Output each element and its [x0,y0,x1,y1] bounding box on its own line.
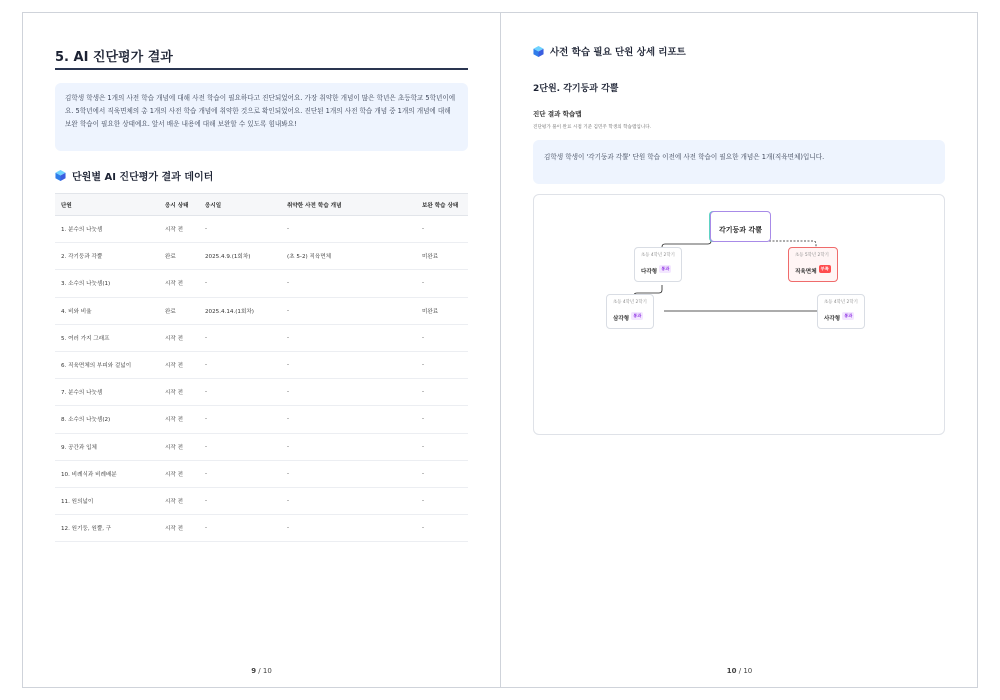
node-grade: 초등 4학년 2학기 [824,300,858,305]
table-cell: 시작 전 [159,515,199,542]
status-badge: 통과 [844,312,853,318]
table-row [55,270,468,297]
section-title: 단원별 AI 진단평가 결과 데이터 [72,172,214,183]
status-badge: 통과 [661,265,670,271]
map-node [817,294,865,329]
table-cell: 11. 원의넓이 [55,487,159,514]
table-cell: 미완료 [416,297,468,324]
root-label: 각기둥과 각뿔 [719,226,763,234]
table-cell: - [281,324,416,351]
table-cell: - [281,515,416,542]
table-cell: - [199,460,281,487]
table-cell: 시작 전 [159,379,199,406]
table-cell: (초 5-2) 직육면체 [281,243,416,270]
table-cell: 4. 비와 비율 [55,297,159,324]
table-cell: - [416,487,468,514]
table-cell: 시작 전 [159,270,199,297]
table-cell: 시작 전 [159,433,199,460]
table-cell: 완료 [159,243,199,270]
table-cell: - [199,351,281,378]
node-grade: 초등 5학년 2학기 [795,253,829,258]
page-title: 5. AI 진단평가 결과 [55,50,173,65]
node-grade: 초등 4학년 2학기 [641,253,675,258]
table-cell: 2025.4.9.(1회차) [199,243,281,270]
table-cell: 1. 분수의 나눗셈 [55,216,159,243]
table-cell: - [281,297,416,324]
table-cell: 10. 비례식과 비례배분 [55,460,159,487]
table-cell: - [416,460,468,487]
table-row [55,216,468,243]
table-cell: 12. 원기둥, 원뿔, 구 [55,515,159,542]
page-number [23,667,500,675]
table-cell: - [199,270,281,297]
page-total: / 10 [256,667,272,675]
table-row [55,297,468,324]
table-cell: - [199,487,281,514]
table-cell: 9. 공간과 입체 [55,433,159,460]
table-row [55,351,468,378]
learning-map [533,194,945,435]
table-header-row [55,194,468,216]
table-cell: - [416,433,468,460]
node-name: 삼각형 [613,316,630,322]
table-cell: - [416,216,468,243]
map-title: 진단 결과 학습맵 [533,110,582,118]
table-body [55,216,468,542]
table-cell: - [281,433,416,460]
table-row [55,487,468,514]
cube-icon [55,170,66,181]
table-cell: 8. 소수의 나눗셈(2) [55,406,159,433]
table-cell: 시작 전 [159,351,199,378]
column-header: 보완 학습 상태 [416,194,468,216]
document-spread [22,12,978,688]
page-current: 10 [726,667,737,675]
summary-box: 김학생 학생은 1개의 사전 학습 개념에 대해 사전 학습이 필요하다고 진단되었어요. 가장 취약한 개념이 많은 학년은 초등학교 5학년이에요. 5학년에서 직육면체의 총 1개의 사전 학습 개념에 취약한 것으로 확인되었어요. 진단된 1개의 사전 학습 개념 중 1개의 개념에 대해 보완 학습이 필요한 상태예요. 앞서 배운 내용에 대해 보완할 수 있도록 힘내봐요! [55,83,468,151]
table-cell: - [199,216,281,243]
map-node [606,294,654,329]
table-cell: - [416,515,468,542]
column-header: 단원 [55,194,159,216]
table-cell: 6. 직육면체의 부피와 겉넓이 [55,351,159,378]
table-row [55,379,468,406]
table-row [55,324,468,351]
map-root-node [710,211,771,242]
map-node [634,247,682,282]
column-header: 응시 상태 [159,194,199,216]
table-cell: 7. 분수의 나눗셈 [55,379,159,406]
table-cell: - [281,216,416,243]
table-cell: 5. 여러 가지 그래프 [55,324,159,351]
table-cell: - [199,515,281,542]
page-9 [23,13,501,687]
page-total: / 10 [736,667,753,675]
table-cell: 미완료 [416,243,468,270]
table-cell: - [281,379,416,406]
table-cell: 시작 전 [159,487,199,514]
table-cell: 2025.4.14.(1회차) [199,297,281,324]
table-cell: - [416,270,468,297]
table-cell: - [281,406,416,433]
page-current: 9 [251,667,257,675]
table-cell: - [416,379,468,406]
table-cell: - [199,379,281,406]
status-badge: 부족 [820,265,829,271]
table-cell: - [416,406,468,433]
table-cell: 시작 전 [159,406,199,433]
table-cell: - [281,487,416,514]
info-box: 김학생 학생이 '각기둥과 각뿔' 단원 학습 이전에 사전 학습이 필요한 개념은 1개(직육면체)입니다. [533,140,945,184]
table-row [55,460,468,487]
table-cell: 3. 소수의 나눗셈(1) [55,270,159,297]
page-number [501,667,978,675]
table-cell: - [281,460,416,487]
node-name: 사각형 [824,316,841,322]
table-cell: - [416,324,468,351]
status-badge: 통과 [633,312,642,318]
report-title: 사전 학습 필요 단원 상세 리포트 [550,47,686,58]
table-cell: 시작 전 [159,460,199,487]
table-row [55,243,468,270]
report-heading [533,44,686,58]
table-cell: - [199,433,281,460]
page-10 [501,13,978,687]
map-description: 진단평가 풀이 완료 시점 기준 김민주 학생의 학습맵입니다. [533,125,652,130]
table-cell: - [199,406,281,433]
node-name: 다각형 [641,269,658,275]
node-grade: 초등 4학년 2학기 [613,300,647,305]
table-cell: - [281,351,416,378]
title-divider [55,68,468,70]
table-cell: 시작 전 [159,216,199,243]
column-header: 취약한 사전 학습 개념 [281,194,416,216]
table-cell: - [416,351,468,378]
table-row [55,406,468,433]
cube-icon [533,46,544,57]
table-cell: 완료 [159,297,199,324]
section-heading [55,168,213,183]
table-cell: 시작 전 [159,324,199,351]
result-table [55,193,468,542]
table-row [55,515,468,542]
table-cell: - [199,324,281,351]
table-cell: - [281,270,416,297]
node-name: 직육면체 [795,269,817,275]
map-node-weak [788,247,838,282]
table-cell: 2. 각기둥과 각뿔 [55,243,159,270]
table-row [55,433,468,460]
unit-title: 2단원. 각기둥과 각뿔 [533,84,619,94]
column-header: 응시일 [199,194,281,216]
